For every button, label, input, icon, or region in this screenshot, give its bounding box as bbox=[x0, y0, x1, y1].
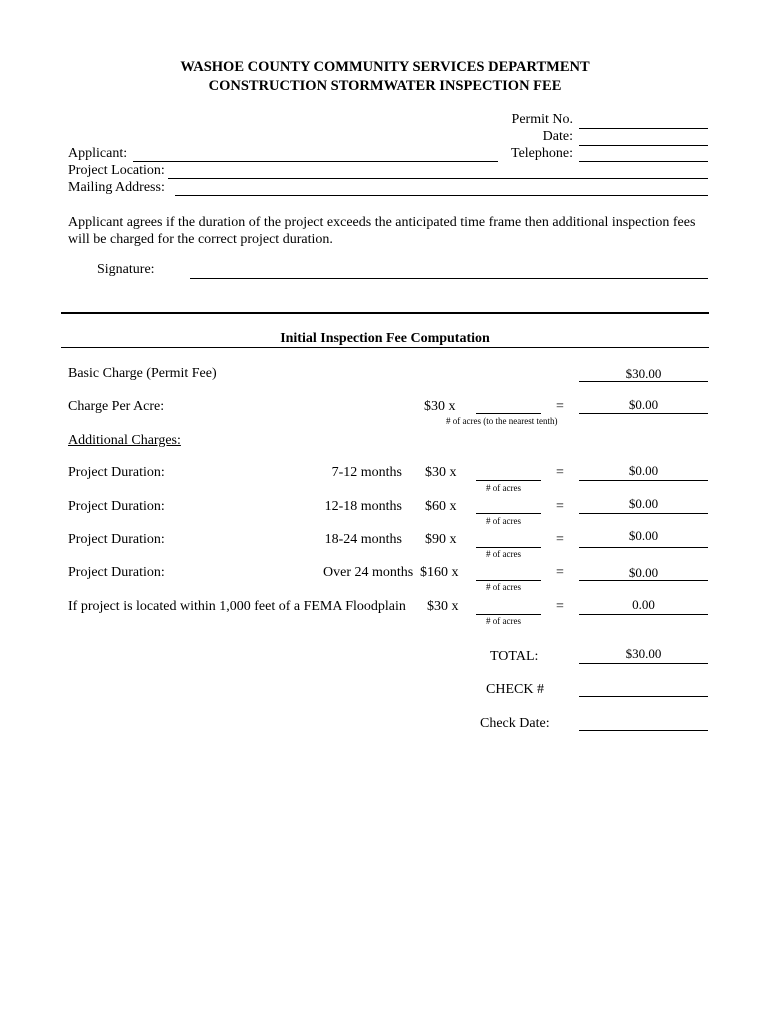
duration-row-value-line bbox=[579, 580, 708, 581]
duration-row-value: $0.00 bbox=[628, 463, 659, 478]
form-title-line2: CONSTRUCTION STORMWATER INSPECTION FEE bbox=[208, 78, 562, 94]
floodplain-value-line bbox=[579, 614, 708, 615]
duration-row-label: Project Duration: bbox=[68, 465, 165, 480]
duration-row-period: 7-12 months bbox=[331, 465, 402, 480]
section-divider bbox=[61, 312, 709, 314]
duration-row-value-line bbox=[579, 480, 708, 481]
duration-row-acres-field[interactable] bbox=[476, 547, 541, 548]
basic-charge-label: Basic Charge (Permit Fee) bbox=[68, 366, 217, 381]
duration-row-rate: $160 x bbox=[420, 565, 459, 580]
project-location-label: Project Location: bbox=[68, 163, 165, 178]
acres-note: # of acres bbox=[486, 549, 521, 559]
date-label: Date: bbox=[542, 129, 573, 144]
additional-charges-label: Additional Charges: bbox=[68, 433, 181, 448]
computation-heading: Initial Inspection Fee Computation bbox=[280, 331, 490, 346]
total-value: $30.00 bbox=[625, 646, 662, 661]
duration-row-acres-field[interactable] bbox=[476, 513, 541, 514]
per-acre-rate: $30 x bbox=[424, 399, 456, 414]
applicant-label: Applicant: bbox=[68, 146, 128, 161]
duration-row-equals: = bbox=[556, 465, 564, 480]
duration-row-label: Project Duration: bbox=[68, 565, 165, 580]
acres-note: # of acres bbox=[486, 516, 521, 526]
duration-row-value: $0.00 bbox=[628, 496, 659, 511]
date-field[interactable] bbox=[579, 145, 708, 146]
check-date-field[interactable] bbox=[579, 730, 708, 731]
floodplain-rate: $30 x bbox=[427, 599, 459, 614]
duration-row-label: Project Duration: bbox=[68, 499, 165, 514]
duration-row-value-line bbox=[579, 513, 708, 514]
per-acre-equals: = bbox=[556, 399, 564, 414]
duration-row-period: 18-24 months bbox=[324, 532, 402, 547]
floodplain-label: If project is located within 1,000 feet of a FEMA Floodplain bbox=[68, 599, 406, 614]
mailing-address-field[interactable] bbox=[175, 195, 708, 196]
floodplain-value: 0.00 bbox=[632, 597, 655, 612]
total-line bbox=[579, 663, 708, 664]
floodplain-acres-field[interactable] bbox=[476, 614, 541, 615]
per-acre-acres-field[interactable] bbox=[476, 413, 541, 414]
duration-row-rate: $30 x bbox=[425, 465, 457, 480]
telephone-label: Telephone: bbox=[511, 146, 573, 161]
check-number-label: CHECK # bbox=[486, 682, 544, 697]
check-number-field[interactable] bbox=[579, 696, 708, 697]
mailing-address-label: Mailing Address: bbox=[68, 180, 165, 195]
acres-note: # of acres bbox=[486, 616, 521, 626]
duration-row-label: Project Duration: bbox=[68, 532, 165, 547]
duration-row-equals: = bbox=[556, 565, 564, 580]
check-date-label: Check Date: bbox=[480, 716, 550, 731]
signature-label: Signature: bbox=[97, 262, 155, 277]
acres-note: # of acres bbox=[486, 582, 521, 592]
duration-row-rate: $90 x bbox=[425, 532, 457, 547]
form-title-line1: WASHOE COUNTY COMMUNITY SERVICES DEPARTMENT bbox=[180, 59, 590, 75]
duration-row-equals: = bbox=[556, 532, 564, 547]
agreement-text: Applicant agrees if the duration of the project exceeds the anticipated time frame then additional inspection fees will be charged for the correct project duration. bbox=[68, 215, 696, 247]
duration-row-period: Over 24 months bbox=[323, 565, 414, 580]
duration-row-equals: = bbox=[556, 499, 564, 514]
telephone-field[interactable] bbox=[579, 161, 708, 162]
permit-no-field[interactable] bbox=[579, 128, 708, 129]
basic-charge-value: $30.00 bbox=[625, 366, 662, 381]
applicant-field[interactable] bbox=[133, 161, 498, 162]
duration-row-value: $0.00 bbox=[628, 528, 659, 543]
per-acre-value: $0.00 bbox=[628, 397, 659, 412]
floodplain-equals: = bbox=[556, 599, 564, 614]
basic-charge-line bbox=[579, 381, 708, 382]
acres-note: # of acres bbox=[486, 483, 521, 493]
per-acre-value-line bbox=[579, 413, 708, 414]
duration-row-period: 12-18 months bbox=[324, 499, 402, 514]
heading-underline bbox=[61, 347, 709, 348]
duration-row-value-line bbox=[579, 547, 708, 548]
signature-field[interactable] bbox=[190, 278, 708, 279]
permit-no-label: Permit No. bbox=[511, 112, 573, 127]
duration-row-acres-field[interactable] bbox=[476, 580, 541, 581]
per-acre-label: Charge Per Acre: bbox=[68, 399, 165, 414]
per-acre-note: # of acres (to the nearest tenth) bbox=[446, 416, 558, 426]
total-label: TOTAL: bbox=[490, 649, 539, 664]
project-location-field[interactable] bbox=[168, 178, 708, 179]
duration-row-acres-field[interactable] bbox=[476, 480, 541, 481]
duration-row-rate: $60 x bbox=[425, 499, 457, 514]
duration-row-value: $0.00 bbox=[628, 565, 659, 580]
